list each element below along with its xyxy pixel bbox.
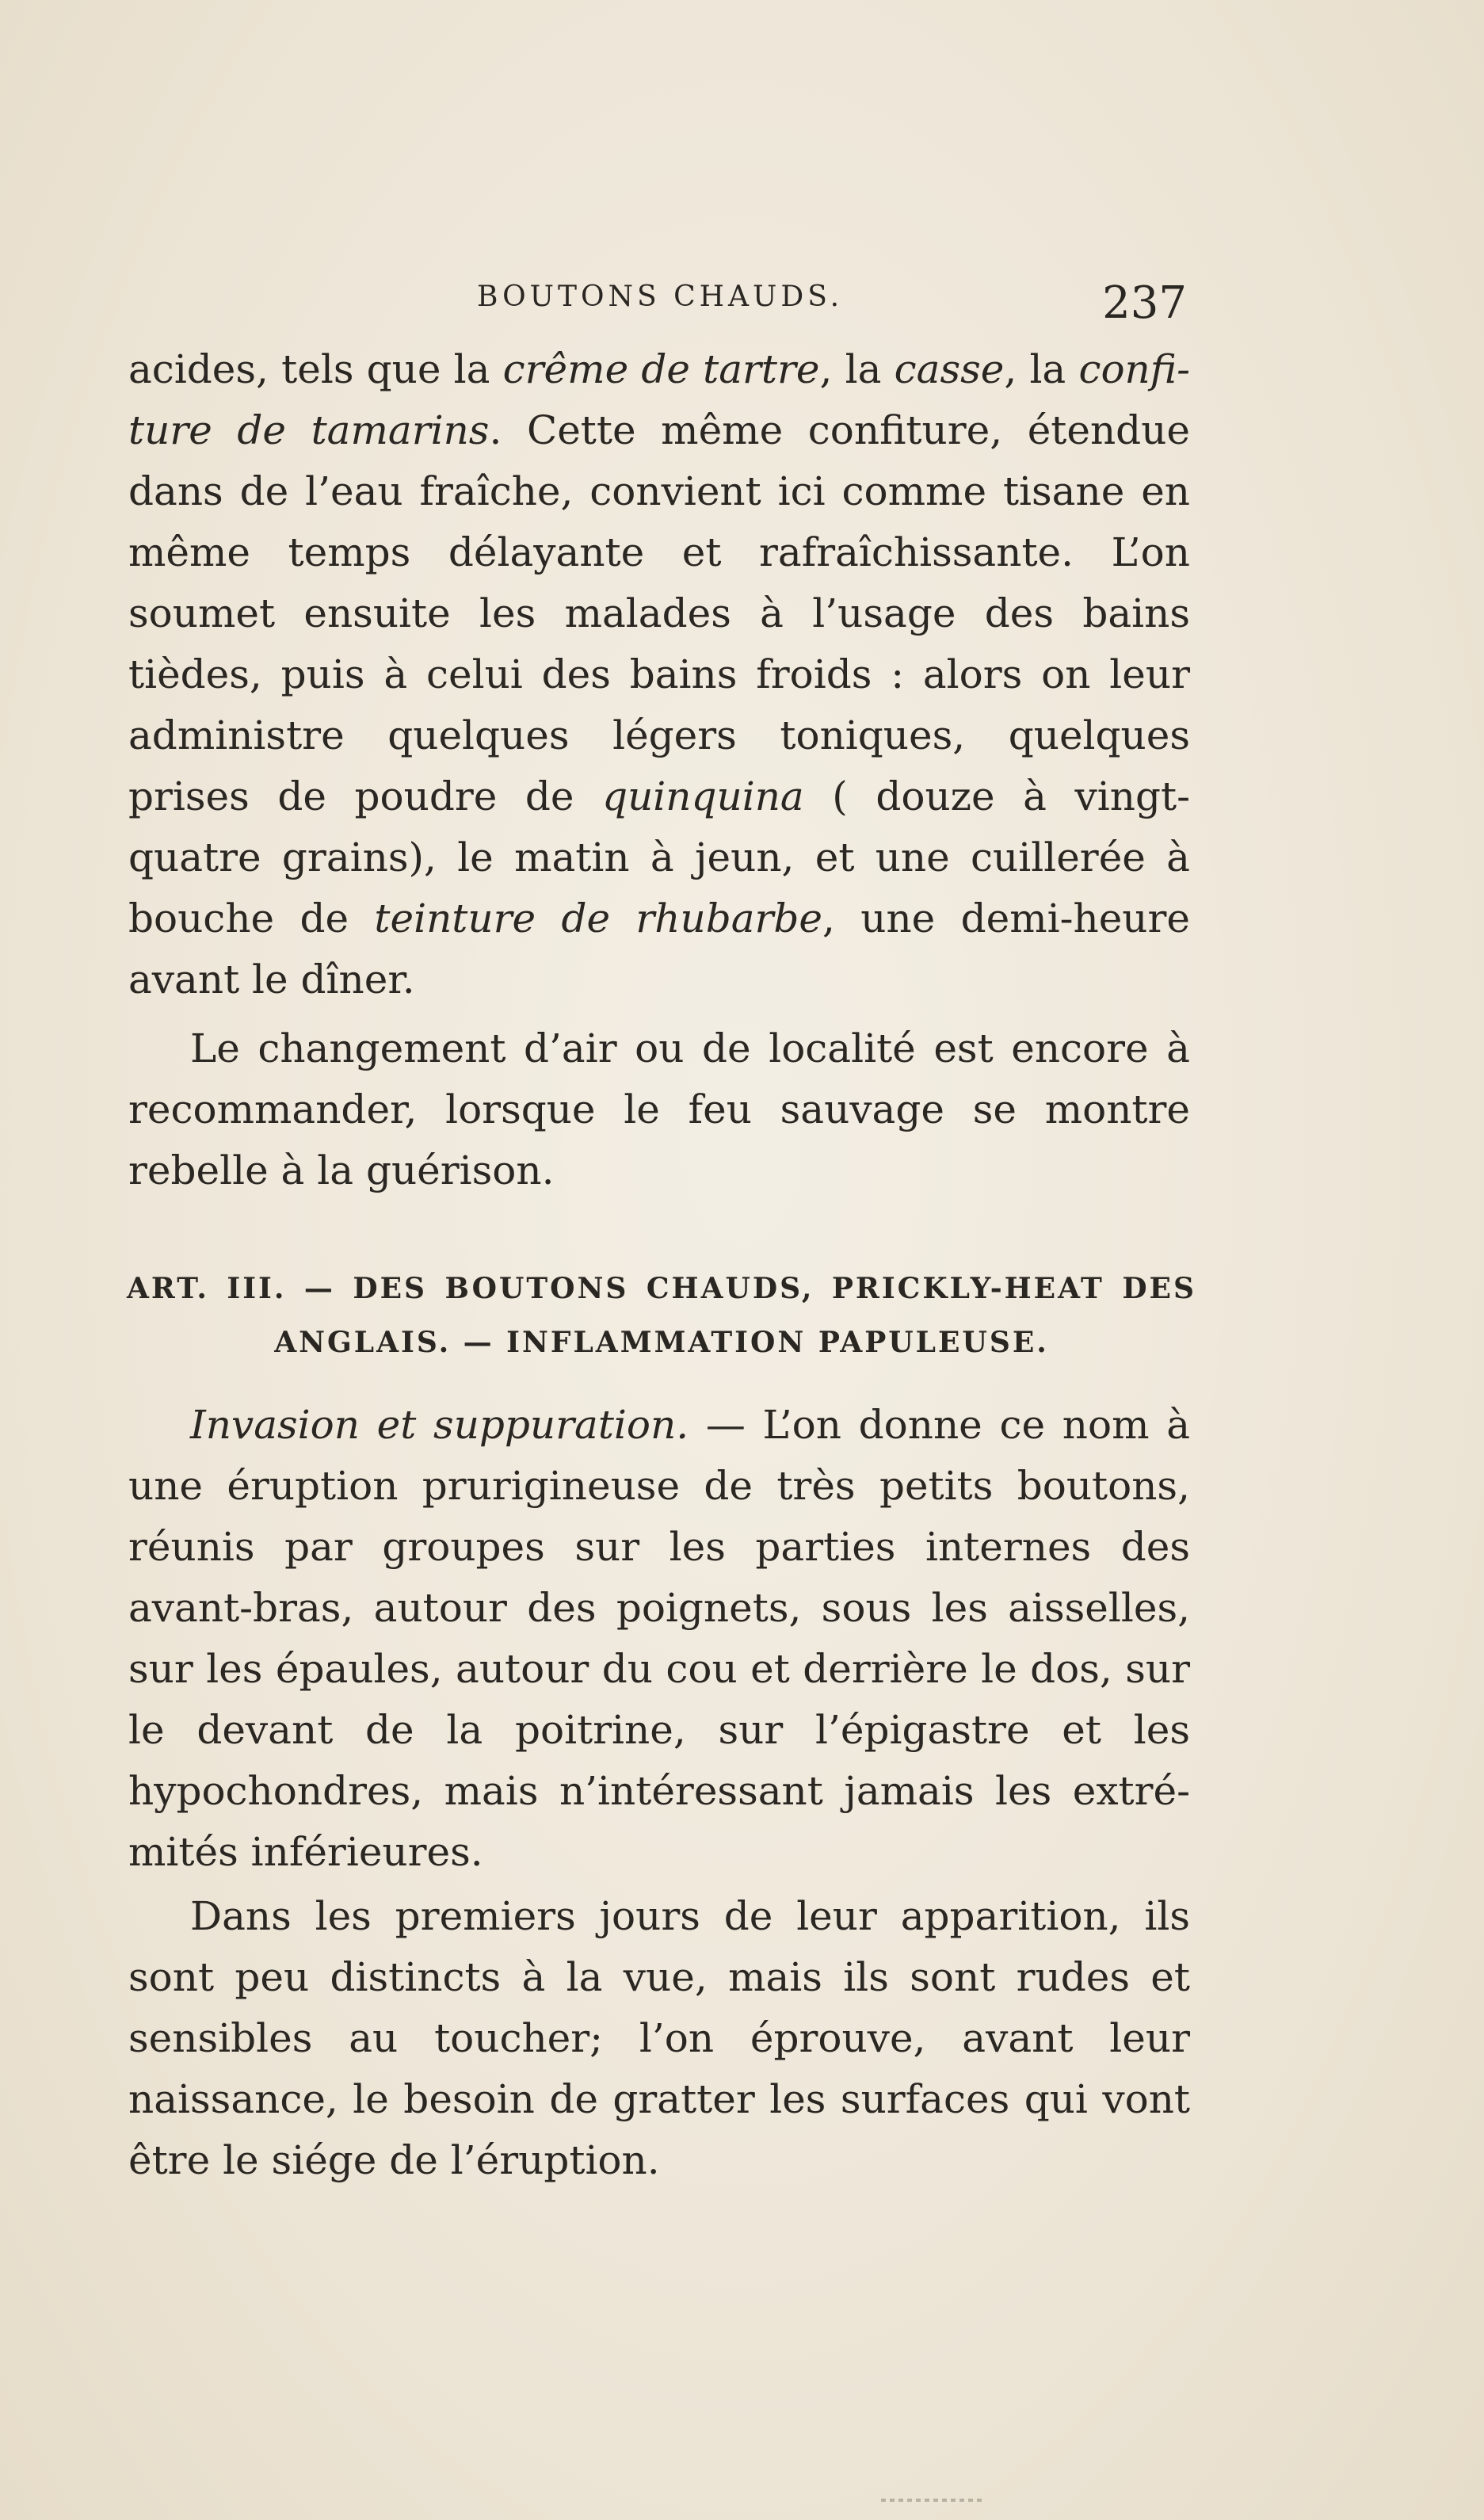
section-lead: Invasion et suppuration. [190, 1402, 689, 1448]
article-heading-line-1: ART. III. — DES BOUTONS CHAUDS, PRICKLY-HEAT DES [127, 1272, 1196, 1305]
article-heading [127, 1262, 1196, 1369]
printer-mark [881, 2499, 984, 2502]
text-run: — L’on donne ce nom à une éruption prurigineuse de très petits boutons, réunis par groupes sur les parties internes des avant-bras, autour des poignets, sous les aisselles, sur les épaules, autour du cou et derrière le dos, sur le devant de la poitrine, sur l’épigastre et les hypochondres, mais n’intéressant jamais les extré-mités inférieures. [128, 1402, 1191, 1875]
text-run: , la [1004, 346, 1079, 392]
paragraph-1 [128, 339, 1190, 1010]
italic-term: quinquina [602, 773, 804, 819]
paragraph-4-text: Dans les premiers jours de leur apparition, ils sont peu distincts à la vue, mais ils sont rudes et sensibles au toucher; l’on éprouve, avant leur naissance, le besoin de gratter les surfaces qui vont être le siége de l’éruption. [128, 1893, 1190, 2183]
text-run: , la [819, 346, 895, 392]
running-head: BOUTONS CHAUDS. [477, 281, 844, 313]
article-heading-line-2: ANGLAIS. — INFLAMMATION PAPULEUSE. [274, 1326, 1049, 1359]
paragraph-4 [128, 1886, 1190, 2191]
page-number: 237 [1102, 277, 1187, 329]
italic-term: crême de tartre [502, 346, 820, 392]
italic-term: teinture de rhubarbe [374, 895, 823, 941]
page-header [128, 277, 1187, 333]
text-run: acides, tels que la [128, 346, 503, 392]
italic-term: casse [894, 346, 1005, 392]
text-run: ( douze à vingt-quatre grains), le matin à jeun, et une cuillerée à bouche de [128, 773, 1190, 941]
paragraph-2-text: Le changement d’air ou de localité est encore à recommander, lorsque le feu sauvage se montre rebelle à la guérison. [128, 1025, 1190, 1193]
paragraph-2 [128, 1018, 1190, 1201]
italic-term: confi-ture de tamarins [128, 346, 1191, 453]
paragraph-3 [128, 1395, 1190, 1883]
text-run: . Cette même confiture, étendue dans de l’eau fraîche, convient ici comme tisane en même temps délayante et rafraîchissante. L’on soumet ensuite les malades à l’usage des bains tièdes, puis à celui des bains froids : alors on leur administre quelques légers toniques, quelques prises de poudre de [128, 407, 1190, 819]
text-run: , une demi-heure avant le dîner. [128, 895, 1190, 1002]
